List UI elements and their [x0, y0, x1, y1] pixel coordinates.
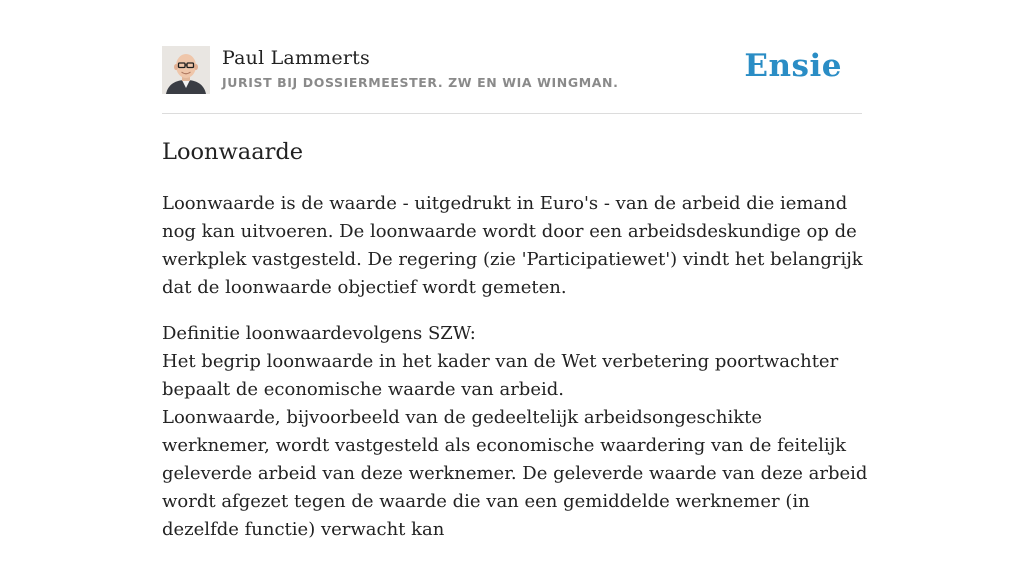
author-photo	[162, 46, 210, 94]
article-title: Loonwaarde	[162, 139, 304, 165]
definition-heading: Definitie loonwaardevolgens SZW:	[162, 323, 476, 344]
article-paragraph	[162, 320, 872, 544]
article-body	[162, 190, 872, 562]
author-avatar[interactable]	[162, 46, 210, 94]
definition-text: Het begrip loonwaarde in het kader van de Wet verbetering poortwachter bepaalt de economische waarde van arbeid.	[162, 351, 839, 400]
ensie-logo[interactable]: Ensie	[744, 48, 842, 84]
article-paragraph: Loonwaarde is de waarde - uitgedrukt in Euro's - van de arbeid die iemand nog kan uitvoeren. De loonwaarde wordt door een arbeidsdeskundige op de werkplek vastgesteld. De regering (zie 'Participatiewet') vindt het belangrijk dat de loonwaarde objectief wordt gemeten.	[162, 193, 863, 298]
author-name[interactable]: Paul Lammerts	[222, 47, 370, 69]
author-header	[162, 0, 862, 114]
definition-text: Loonwaarde, bijvoorbeeld van de gedeeltelijk arbeidsongeschikte werknemer, wordt vastgesteld als economische waardering van de feitelijk geleverde arbeid van deze werknemer. De geleverde waarde van deze arbeid wordt afgezet tegen de waarde die van een gemiddelde werknemer (in dezelfde functie) verwacht kan	[162, 407, 868, 540]
content-container	[162, 0, 868, 540]
author-bio: JURIST BIJ DOSSIERMEESTER. ZW EN WIA WINGMAN.	[222, 75, 619, 90]
